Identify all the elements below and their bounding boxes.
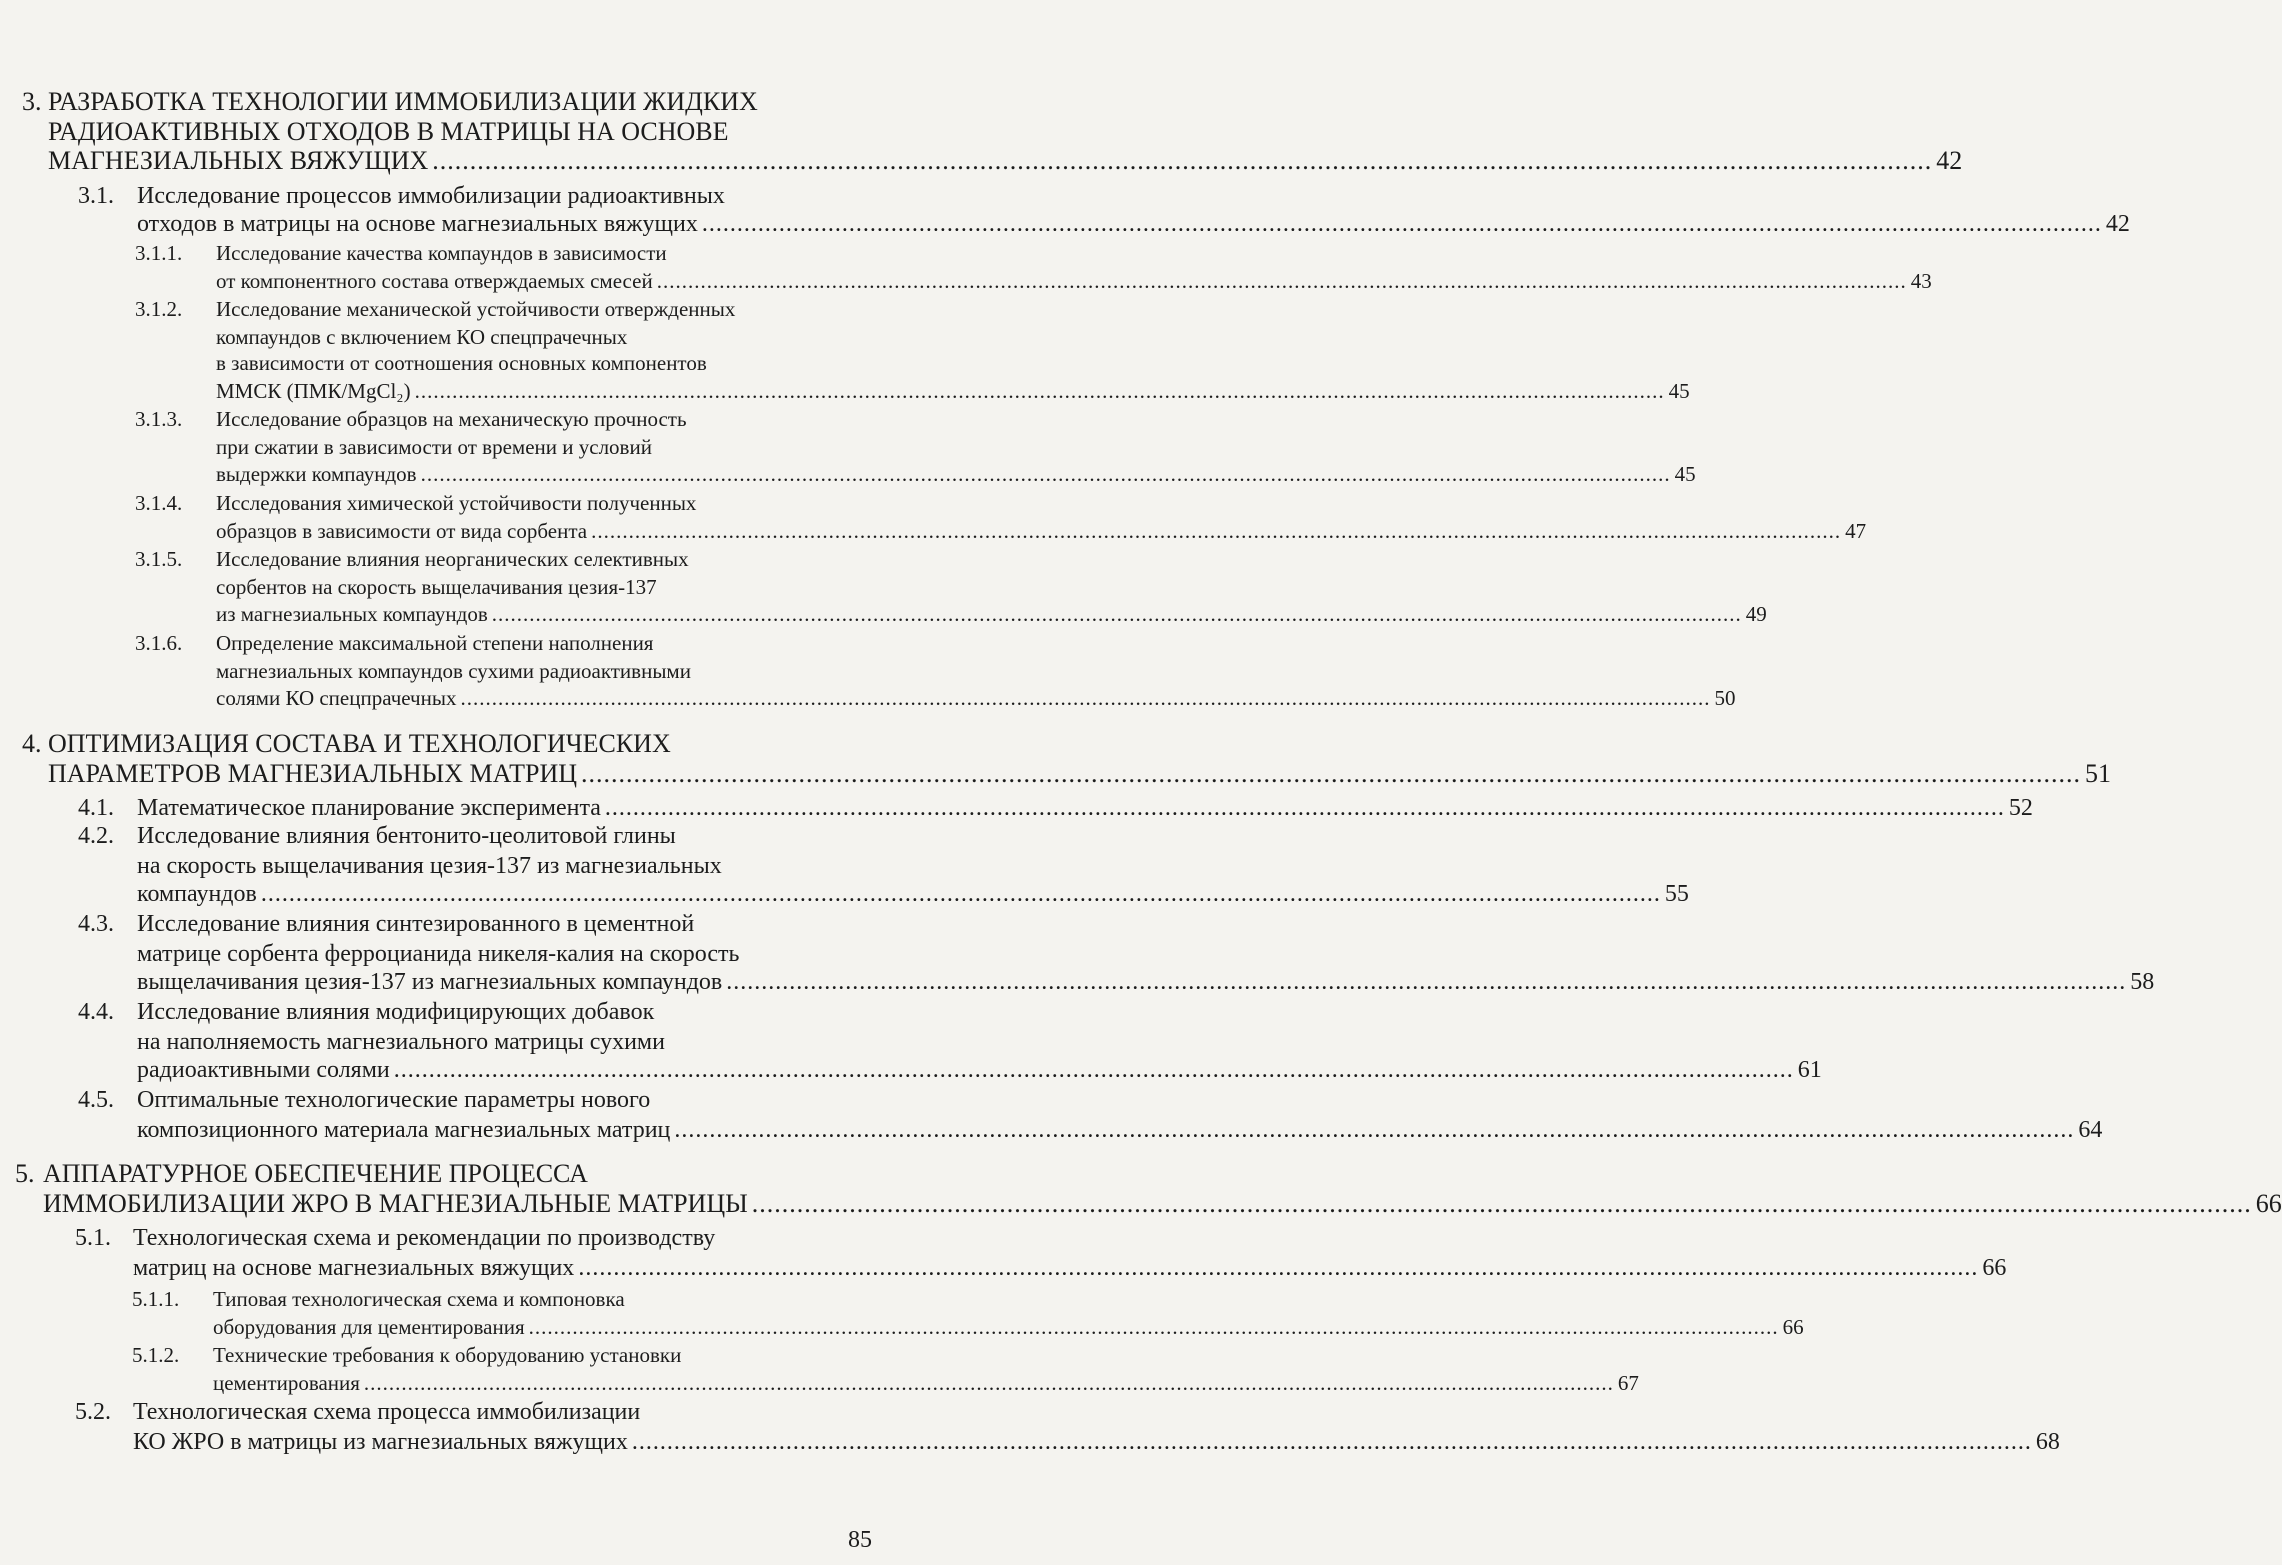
dot-leader: ........................................................................................................................................................................................................ (701, 211, 2102, 237)
toc-entry-number: 4.2. (78, 823, 114, 849)
toc-entry-line (137, 1117, 2103, 1144)
toc-entry-page: 50 (1714, 686, 1736, 710)
toc-entry-line (43, 1159, 588, 1189)
toc-entry-title-line: на наполняемость магнезиального матрицы сухими (137, 1029, 665, 1055)
dot-leader: ........................................................................................................................................................................................................ (528, 1315, 1779, 1339)
toc-entry-number: 4.4. (78, 999, 114, 1025)
toc-entry-number: 3.1. (78, 183, 114, 209)
toc-entry-page: 67 (1617, 1371, 1639, 1395)
toc-entry-title-line: магнезиальных компаундов сухими радиоактивными (216, 659, 691, 683)
toc-entry-line (137, 911, 694, 938)
dot-leader: ........................................................................................................................................................................................................ (578, 1255, 1979, 1281)
toc-entry-title-line: Исследование качества компаундов в зависимости (216, 241, 667, 265)
toc-entry-title-line: из магнезиальных компаундов (216, 602, 488, 626)
toc-entry-line (137, 211, 2130, 238)
toc-entry-page: 45 (1668, 379, 1690, 403)
toc-entry-title-line: компаундов с включением КО спецпрачечных (216, 325, 628, 349)
toc-entry-title-line: матриц на основе магнезиальных вяжущих (133, 1255, 575, 1281)
toc-entry-line (216, 379, 1690, 404)
toc-entry-title-line: Исследования химической устойчивости полученных (216, 491, 697, 515)
toc-entry-number: 5.2. (75, 1399, 111, 1425)
toc-entry-line (216, 602, 1767, 627)
toc-entry-page: 43 (1910, 269, 1932, 293)
toc-entry-number: 4.5. (78, 1087, 114, 1113)
toc-entry-number: 3.1.6. (135, 631, 183, 655)
toc-entry-line (137, 183, 725, 210)
dot-leader: ........................................................................................................................................................................................................ (363, 1371, 1614, 1395)
toc-entry-number: 3.1.5. (135, 547, 183, 571)
toc-entry-title-line: Оптимальные технологические параметры нового (137, 1087, 651, 1113)
toc-entry-line (213, 1343, 681, 1368)
toc-entry-page: 51 (2085, 759, 2112, 788)
toc-entry-title-line: Определение максимальной степени наполнения (216, 631, 654, 655)
toc-entry-number: 4. (22, 729, 42, 758)
toc-entry-line (216, 351, 707, 376)
toc-entry-page: 64 (2078, 1117, 2103, 1143)
toc-entry-title-line: АППАРАТУРНОЕ ОБЕСПЕЧЕНИЕ ПРОЦЕССА (43, 1159, 588, 1188)
toc-entry-line (133, 1399, 640, 1426)
toc-entry-title-line: от компонентного состава отверждаемых смесей (216, 269, 653, 293)
toc-entry-number: 3. (22, 87, 42, 116)
toc-entry-title-line: Исследование механической устойчивости отвержденных (216, 297, 736, 321)
toc-entry-page: 66 (1982, 1255, 2007, 1281)
toc-entry-line (137, 1029, 665, 1056)
toc-entry-title-line: цементирования (213, 1371, 360, 1395)
toc-entry-title-line: Технические требования к оборудованию установки (213, 1343, 682, 1367)
toc-entry-title-line: ОПТИМИЗАЦИЯ СОСТАВА И ТЕХНОЛОГИЧЕСКИХ (48, 729, 671, 758)
toc-entry-title-line: Исследование влияния модифицирующих добавок (137, 999, 655, 1025)
toc-entry-line (216, 491, 696, 516)
toc-entry-title-line: РАЗРАБОТКА ТЕХНОЛОГИИ ИММОБИЛИЗАЦИИ ЖИДКИХ (48, 87, 758, 116)
toc-entry-page: 61 (1797, 1057, 1822, 1083)
toc-entry-title-line: ПАРАМЕТРОВ МАГНЕЗИАЛЬНЫХ МАТРИЦ (48, 759, 578, 788)
toc-entry-page: 66 (2255, 1189, 2282, 1218)
toc-entry-title-line: ММСК (ПМК/MgCl₂) (216, 379, 411, 403)
toc-entry-number: 5.1.1. (132, 1287, 180, 1311)
toc-entry-title-line: солями КО спецпрачечных (216, 686, 457, 710)
toc-entry-line (137, 853, 722, 880)
toc-entry-page: 52 (2008, 795, 2033, 821)
toc-entry-number: 5. (15, 1159, 35, 1188)
dot-leader: ........................................................................................................................................................................................................ (460, 686, 1711, 710)
dot-leader: ........................................................................................................................................................................................................ (631, 1429, 2032, 1455)
toc-entry-title-line: выщелачивания цезия-137 из магнезиальных компаундов (137, 969, 723, 995)
toc-entry-line (216, 241, 667, 266)
dot-leader: ........................................................................................................................................................................................................ (393, 1057, 1794, 1083)
toc-entry-line (216, 686, 1736, 711)
toc-entry-title-line: Исследование влияния синтезированного в цементной (137, 911, 695, 937)
toc-entry-title-line: радиоактивными солями (137, 1057, 390, 1083)
toc-entry-line (48, 146, 1963, 176)
dot-leader: ........................................................................................................................................................................................................ (491, 602, 1742, 626)
toc-entry-title-line: РАДИОАКТИВНЫХ ОТХОДОВ В МАТРИЦЫ НА ОСНОВЕ (48, 117, 729, 146)
toc-entry-line (216, 435, 652, 460)
toc-entry-line (43, 1189, 2282, 1219)
toc-entry-title-line: оборудования для цементирования (213, 1315, 525, 1339)
toc-entry-title-line: композиционного материала магнезиальных матриц (137, 1117, 671, 1143)
dot-leader: ........................................................................................................................................................................................................ (656, 269, 1907, 293)
dot-leader: ........................................................................................................................................................................................................ (604, 795, 2005, 821)
dot-leader: ........................................................................................................................................................................................................ (591, 519, 1842, 543)
toc-entry-number: 3.1.3. (135, 407, 183, 431)
toc-entry-title-line: Исследование влияния неорганических селективных (216, 547, 689, 571)
toc-entry-line (213, 1315, 1804, 1340)
dot-leader: ........................................................................................................................................................................................................ (420, 462, 1671, 486)
toc-entry-line (48, 729, 671, 759)
toc-entry-number: 4.1. (78, 795, 114, 821)
toc-entry-line (133, 1225, 715, 1252)
dot-leader: ........................................................................................................................................................................................................ (581, 759, 2082, 788)
toc-entry-title-line: Типовая технологическая схема и компоновка (213, 1287, 625, 1311)
toc-entry-number: 4.3. (78, 911, 114, 937)
dot-leader: ........................................................................................................................................................................................................ (751, 1189, 2252, 1218)
toc-entry-title-line: Исследование процессов иммобилизации радиоактивных (137, 183, 725, 209)
toc-entry-line (216, 519, 1867, 544)
toc-entry-title-line: на скорость выщелачивания цезия-137 из магнезиальных (137, 853, 722, 879)
toc-entry-title-line: сорбентов на скорость выщелачивания цезия-137 (216, 575, 657, 599)
toc-entry-line (137, 795, 2033, 822)
toc-entry-page: 68 (2035, 1429, 2060, 1455)
toc-entry-page: 58 (2130, 969, 2155, 995)
toc-entry-line (216, 462, 1696, 487)
toc-entry-title-line: Технологическая схема процесса иммобилизации (133, 1399, 641, 1425)
toc-entry-line (137, 969, 2155, 996)
toc-entry-title-line: матрице сорбента ферроцианида никеля-калия на скорость (137, 941, 740, 967)
toc-entry-line (216, 297, 735, 322)
toc-entry-title-line: Технологическая схема и рекомендации по производству (133, 1225, 716, 1251)
toc-entry-page: 42 (1936, 146, 1963, 175)
toc-entry-title-line: образцов в зависимости от вида сорбента (216, 519, 588, 543)
toc-entry-title-line: МАГНЕЗИАЛЬНЫХ ВЯЖУЩИХ (48, 146, 429, 175)
toc-entry-title-line: Математическое планирование эксперимента (137, 795, 601, 821)
toc-entry-title-line: в зависимости от соотношения основных компонентов (216, 351, 707, 375)
toc-entry-line (48, 759, 2112, 789)
toc-entry-number: 3.1.4. (135, 491, 183, 515)
toc-entry-line (48, 117, 728, 147)
toc-entry-title-line: Исследование влияния бентонито-цеолитовой глины (137, 823, 676, 849)
toc-entry-title-line: выдержки компаундов (216, 462, 417, 486)
toc-entry-line (216, 631, 653, 656)
dot-leader: ........................................................................................................................................................................................................ (726, 969, 2127, 995)
toc-entry-line (133, 1255, 2007, 1282)
toc-entry-page: 66 (1782, 1315, 1804, 1339)
toc-entry-line (216, 325, 627, 350)
page-number: 85 (848, 1527, 872, 1553)
toc-entry-line (216, 659, 691, 684)
toc-entry-line (216, 407, 687, 432)
toc-entry-title-line: КО ЖРО в матрицы из магнезиальных вяжущих (133, 1429, 628, 1455)
toc-entry-line (48, 87, 758, 117)
toc-entry-number: 3.1.1. (135, 241, 183, 265)
toc-entry-title-line: компаундов (137, 881, 257, 907)
toc-entry-line (213, 1371, 1639, 1396)
dot-leader: ........................................................................................................................................................................................................ (674, 1117, 2075, 1143)
toc-entry-title-line: при сжатии в зависимости от времени и условий (216, 435, 652, 459)
toc-entry-line (216, 269, 1932, 294)
toc-entry-line (137, 881, 1689, 908)
toc-entry-title-line: ИММОБИЛИЗАЦИИ ЖРО В МАГНЕЗИАЛЬНЫЕ МАТРИЦЫ (43, 1189, 748, 1218)
dot-leader: ........................................................................................................................................................................................................ (414, 379, 1665, 403)
toc-entry-number: 5.1.2. (132, 1343, 180, 1367)
toc-entry-page: 55 (1664, 881, 1689, 907)
toc-entry-page: 42 (2105, 211, 2130, 237)
toc-entry-line (216, 547, 689, 572)
toc-entry-number: 5.1. (75, 1225, 111, 1251)
toc-entry-title-line: отходов в матрицы на основе магнезиальных вяжущих (137, 211, 698, 237)
toc-entry-line (137, 1087, 650, 1114)
toc-entry-line (213, 1287, 625, 1312)
toc-entry-number: 3.1.2. (135, 297, 183, 321)
dot-leader: ........................................................................................................................................................................................................ (432, 146, 1933, 175)
toc-entry-line (216, 575, 657, 600)
toc-entry-line (137, 999, 654, 1026)
dot-leader: ........................................................................................................................................................................................................ (260, 881, 1661, 907)
toc-entry-line (137, 823, 676, 850)
toc-entry-line (137, 941, 739, 968)
toc-entry-title-line: Исследование образцов на механическую прочность (216, 407, 687, 431)
toc-entry-line (133, 1429, 2060, 1456)
toc-entry-page: 49 (1745, 602, 1767, 626)
toc-entry-page: 47 (1845, 519, 1867, 543)
toc-entry-page: 45 (1674, 462, 1696, 486)
toc-entry-line (137, 1057, 1822, 1084)
